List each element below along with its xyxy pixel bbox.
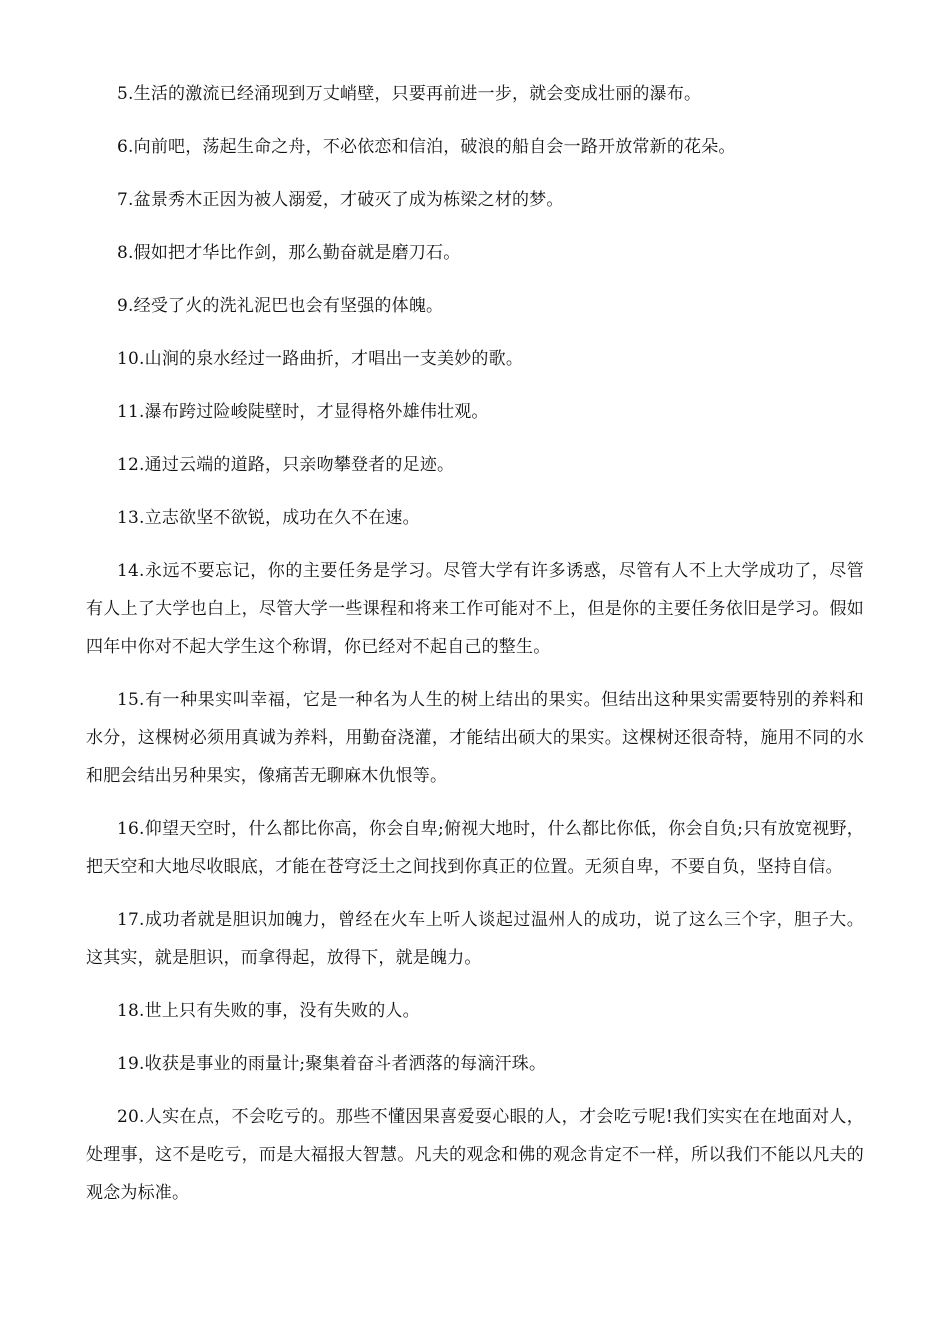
paragraph-11: 11.瀑布跨过险峻陡壁时，才显得格外雄伟壮观。 (117, 402, 489, 422)
paragraph-10: 10.山涧的泉水经过一路曲折，才唱出一支美妙的歌。 (117, 349, 524, 369)
paragraph-12: 12.通过云端的道路，只亲吻攀登者的足迹。 (117, 455, 455, 475)
document-body (86, 75, 864, 1227)
paragraph-9: 9.经受了火的洗礼泥巴也会有坚强的体魄。 (117, 296, 444, 316)
paragraph-8: 8.假如把才华比作剑，那么勤奋就是磨刀石。 (117, 243, 461, 263)
paragraph-7: 7.盆景秀木正因为被人溺爱，才破灭了成为栋梁之材的梦。 (117, 190, 564, 210)
paragraph-17: 17.成功者就是胆识加魄力，曾经在火车上听人谈起过温州人的成功，说了这么三个字，胆子大。这其实，就是胆识，而拿得起，放得下，就是魄力。 (86, 910, 864, 968)
paragraph-18: 18.世上只有失败的事，没有失败的人。 (117, 1001, 420, 1021)
paragraph-13: 13.立志欲坚不欲锐，成功在久不在速。 (117, 508, 420, 528)
paragraph-6: 6.向前吧，荡起生命之舟，不必依恋和信泊，破浪的船自会一路开放常新的花朵。 (117, 137, 736, 157)
paragraph-20: 20.人实在点，不会吃亏的。那些不懂因果喜爱耍心眼的人，才会吃亏呢!我们实实在在地面对人，处理事，这不是吃亏，而是大福报大智慧。凡夫的观念和佛的观念肯定不一样，所以我们不能以凡夫的观念为标准。 (86, 1107, 864, 1203)
paragraph-14: 14.永远不要忘记，你的主要任务是学习。尽管大学有许多诱惑，尽管有人不上大学成功了，尽管有人上了大学也白上，尽管大学一些课程和将来工作可能对不上，但是你的主要任务依旧是学习。假如四年中你对不起大学生这个称谓，你已经对不起自己的整生。 (86, 561, 864, 657)
paragraph-5: 5.生活的激流已经涌现到万丈峭壁，只要再前进一步，就会变成壮丽的瀑布。 (117, 84, 702, 104)
paragraph-19: 19.收获是事业的雨量计;聚集着奋斗者洒落的每滴汗珠。 (117, 1054, 547, 1074)
paragraph-15: 15.有一种果实叫幸福，它是一种名为人生的树上结出的果实。但结出这种果实需要特别的养料和水分，这棵树必须用真诚为养料，用勤奋浇灌，才能结出硕大的果实。这棵树还很奇特，施用不同的水和肥会结出另种果实，像痛苦无聊麻木仇恨等。 (86, 690, 864, 786)
paragraph-16: 16.仰望天空时，什么都比你高，你会自卑;俯视大地时，什么都比你低，你会自负;只有放宽视野，把天空和大地尽收眼底，才能在苍穹泛土之间找到你真正的位置。无须自卑，不要自负，坚持自信。 (86, 819, 864, 877)
